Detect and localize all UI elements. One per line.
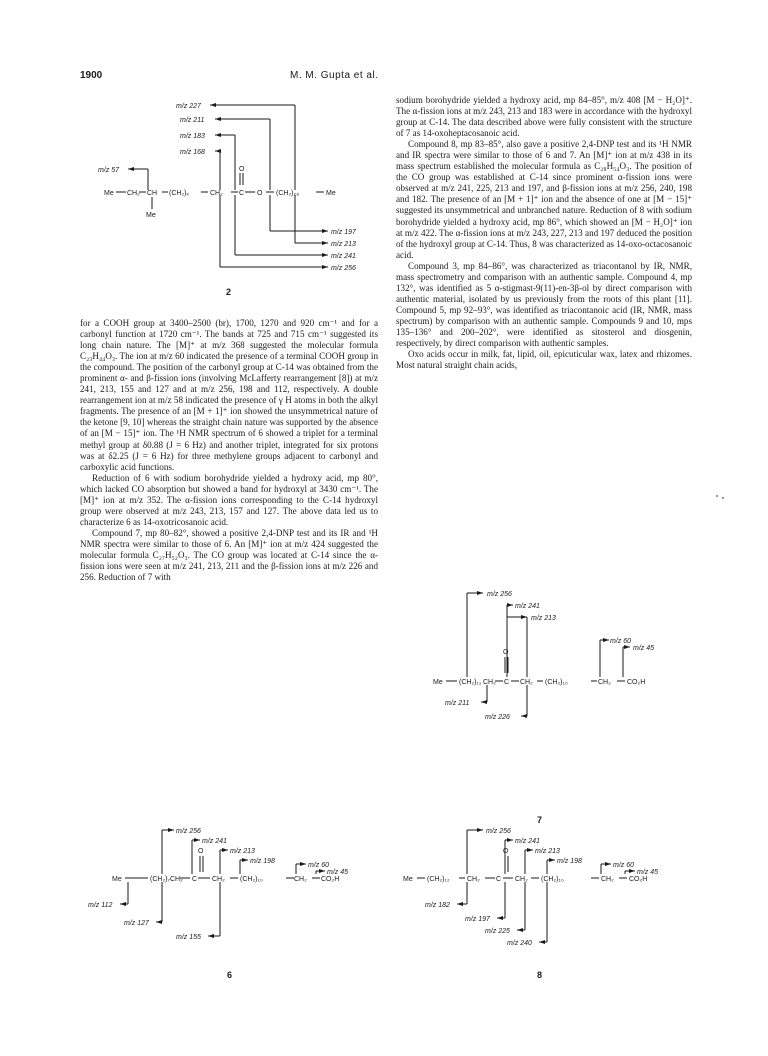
chain-group: CH₂ [520, 679, 533, 686]
ion-label: m/z 256 [176, 828, 201, 835]
ion-label: m/z 225 [485, 928, 510, 935]
paragraph: sodium borohydride yielded a hydroxy acid, mp 84–85°, m/z 408 [M − H₂O]⁺. The α-fission ions at m/z 243, 213 and 183 were in accordance with the hydroxyl group at C-14. The data described above were fully consistent with the structure of 7 as 14-oxoheptacosanoic acid. [396, 95, 692, 139]
chain-group: Me [326, 190, 336, 197]
structure-8 [395, 822, 695, 1022]
paragraph: Compound 7, mp 80–82°, showed a positive 2,4-DNP test and its IR and ¹H NMR spectra were similar to those of 6. An [M]⁺ ion at m/z 424 suggested the molecular formula C₂₇H₅₂O₃. The CO group was located at C-14 since the α-fission ions were seen at m/z 241, 213, 211 and the β-fission ions at m/z 226 and 256. Reduction of 7 with [80, 527, 378, 583]
ion-label: m/z 241 [331, 253, 356, 260]
ion-label: m/z 60 [613, 862, 635, 869]
ion-label: m/z 60 [308, 862, 330, 869]
ion-label: m/z 241 [515, 603, 540, 610]
paragraph: Compound 8, mp 83–85°, also gave a positive 2,4-DNP test and its ¹H NMR and IR spectra were similar to those of 6 and 7. An [M]⁺ ion at m/z 438 in its mass spectrum established the molecular formula as C₂₈H₅₄O₃. The position of the CO group was established at C-14 since prominent α-fission ions were observed at m/z 241, 225, 213 and 197, and β-fission ions at m/z 256, 240, 198 and 182. The presence of an [M + 1]⁺ ion and the absence of one at [M − 15]⁺ suggested its unsymmetrical and unbranched nature. Reduction of 8 with sodium borohydride yielded a hydroxy acid, mp 86°, which showed an [M − H₂O]⁺ ion at m/z 422. The α-fission ions at m/z 243, 227, 213 and 197 deduced the position of the hydroxyl group at C-14. Thus, 8 was characterized as 14-oxo-octacosanoic acid. [396, 139, 692, 260]
chain-group: Me [112, 876, 122, 883]
chain-group: (CH₂)₂₈ [276, 190, 300, 197]
paragraph: for a COOH group at 3400–2500 (br), 1700, 1270 and 920 cm⁻¹ and for a carbonyl function at 1720 cm⁻¹. The bands at 725 and 715 cm⁻¹ suggested its long chain nature. The [M]⁺ at m/z 368 suggested the molecular formula C₂₃H₄₄O₃. The ion at m/z 60 indicated the presence of a terminal COOH group in the compound. The position of the carbonyl group at C-14 was obtained from the prominent α- and β-fission ions (involving McLafferty rearrangement [8]) at m/z 241, 213, 155 and 127 and at m/z 256, 198 and 112, respectively. A double rearrangement ion at m/z 58 indicated the presence of γ H atoms in both the alkyl fragments. The presence of an [M + 1]⁺ ion showed the unsymmetrical nature of the ketone [9, 10] whereas the straight chain nature was supported by the absence of an [M − 15]⁺ ion. The ¹H NMR spectrum of 6 showed a triplet for a terminal methyl group at δ0.88 (J = 6 Hz) and another triplet, integrated for six protons was at δ2.25 (J = 6 Hz) for three methylene groups adjacent to carbonyl and carboxylic acid functions. [80, 318, 378, 472]
ion-label: m/z 226 [485, 714, 510, 721]
running-title: M. M. Gupta et al. [290, 70, 379, 81]
carbonyl-oxygen: O [198, 848, 204, 855]
ion-label: m/z 213 [331, 241, 356, 248]
chain-group: C [504, 679, 510, 686]
paragraph: Reduction of 6 with sodium borohydride yielded a hydroxy acid, mp 80°, which lacked CO absorption but showed a band for hydroxyl at 3430 cm⁻¹. The [M]⁺ ion at m/z 352. The α-fission ions corresponding to the C-14 hydroxyl group were observed at m/z 243, 213, 157 and 127. The above data led us to characterize 6 as 14-oxotricosanoic acid. [80, 472, 378, 527]
carbonyl-oxygen: O [503, 848, 509, 855]
ion-label: m/z 198 [250, 858, 275, 865]
chain-group: (CH₂)₁₀ [545, 679, 568, 686]
chain-group: CH₂ [483, 679, 496, 686]
ion-label: m/z 211 [445, 700, 470, 707]
chain-group: CO₂H [627, 679, 646, 686]
structure-6 [80, 822, 380, 1022]
chain-group: CH₂ [515, 876, 528, 883]
chain-group: C [496, 876, 502, 883]
ion-label: m/z 155 [176, 934, 201, 941]
chain-group: (CH₂)₁₁ [459, 679, 482, 686]
paragraph: Oxo acids occur in milk, fat, lipid, oil, epicuticular wax, latex and rhizomes. Most natural straight chain acids, [396, 349, 692, 371]
ion-label: m/z 45 [327, 869, 349, 876]
ion-label: m/z 241 [202, 838, 227, 845]
carbonyl-oxygen: O [239, 166, 245, 173]
ion-label: m/z 45 [633, 645, 655, 652]
chain-group: C [192, 876, 198, 883]
chain-group: CH₂ [127, 190, 140, 197]
structure-label: 2 [226, 287, 232, 297]
chain-group: (CH₂)₇ [150, 876, 170, 883]
structure-2 [80, 95, 370, 280]
ion-label: m/z 256 [331, 265, 356, 272]
structure-label: 8 [537, 970, 543, 980]
ion-label: m/z 197 [331, 229, 356, 236]
chain-group: CH [147, 190, 158, 197]
chain-group: CH₂ [467, 876, 480, 883]
ion-label: m/z 112 [88, 902, 113, 909]
carbonyl-oxygen: O [503, 649, 509, 656]
chain-group: CO₂H [321, 876, 340, 883]
ion-label: m/z 127 [124, 920, 149, 927]
ion-label: m/z 213 [531, 615, 556, 622]
structure-label: 6 [227, 970, 233, 980]
page-number: 1900 [80, 70, 103, 81]
right-column-text [396, 95, 692, 371]
scan-speck [722, 497, 724, 499]
chain-group: (CH₂)ₓ [169, 190, 189, 197]
ion-label: m/z 213 [230, 848, 255, 855]
chain-group: CH₂ [598, 679, 611, 686]
chain-group: (CH₂)₁₀ [541, 876, 564, 883]
ion-label: m/z 60 [610, 638, 632, 645]
chain-group: (CH₂)₁₀ [240, 876, 263, 883]
ion-label: m/z 240 [507, 940, 532, 947]
chain-group: Me [433, 679, 443, 686]
chain-group: Me [403, 876, 413, 883]
left-column-text [80, 318, 378, 583]
ion-label: m/z 182 [425, 902, 450, 909]
chain-group: CH₂ [294, 876, 307, 883]
ion-label: m/z 183 [180, 133, 205, 140]
ion-label: m/z 213 [535, 848, 560, 855]
ion-label: m/z 168 [180, 149, 205, 156]
chain-group: CH₂ [212, 876, 225, 883]
ion-label: m/z 45 [637, 869, 659, 876]
ion-label: m/z 198 [557, 858, 582, 865]
ion-label: m/z 57 [98, 167, 120, 174]
chain-group: O [257, 190, 263, 197]
ion-label: m/z 211 [180, 117, 205, 124]
ion-label: m/z 197 [465, 916, 490, 923]
ion-label: m/z 241 [515, 838, 540, 845]
chain-group: CH₂ [210, 190, 223, 197]
chain-group: C [239, 190, 245, 197]
chain-group: (CH₂)₁₂ [427, 876, 450, 883]
chain-group: Me [104, 190, 114, 197]
scan-speck [716, 495, 718, 497]
chain-group: CH₂ [601, 876, 614, 883]
paragraph: Compound 3, mp 84–86°, was characterized as triacontanol by IR, NMR, mass spectrometry and comparison with an authentic sample. Compound 4, mp 132°, was identified as 5 α-stigmast-9(11)-en-3β-ol by direct comparison with authentic material, isolated by us previously from the roots of this plant [11]. Compound 5, mp 92–93°, was identified as triacontanoic acid (IR, NMR, mass spectrum) by comparison with an authentic sample. Compounds 9 and 10, mps 135–136° and 200–202°, were identified as sitosterol and diosgenin, respectively, by direct comparison with authentic samples. [396, 260, 692, 349]
chain-group: CO₂H [629, 876, 648, 883]
branch-methyl: Me [146, 212, 156, 219]
structure-7 [395, 585, 695, 800]
ion-label: m/z 256 [487, 591, 512, 598]
ion-label: m/z 256 [486, 828, 511, 835]
chain-group: CH₂ [170, 876, 183, 883]
ion-label: m/z 227 [176, 103, 201, 110]
structure-label: 7 [537, 815, 543, 825]
